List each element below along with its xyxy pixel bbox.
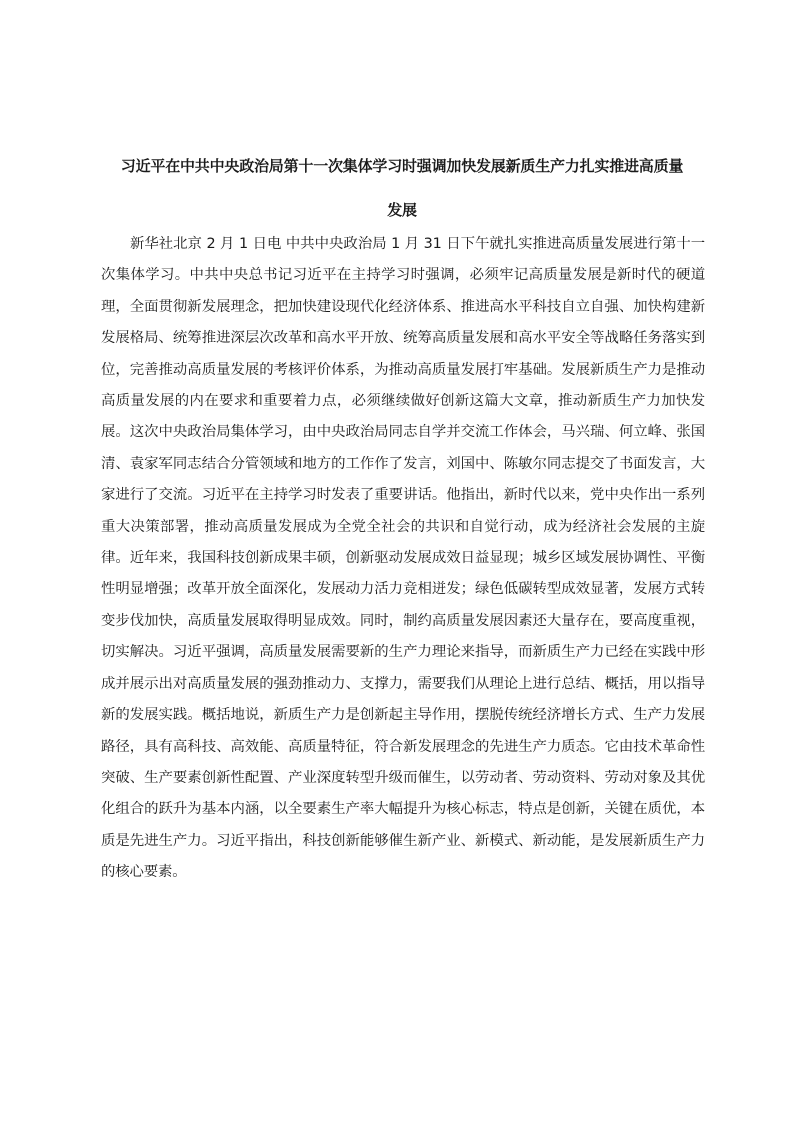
article-body-paragraph: 新华社北京 2 月 1 日电 中共中央政治局 1 月 31 日下午就扎实推进高质量发展进行第十一次集体学习。中共中央总书记习近平在主持学习时强调，必须牢记高质量发展是新时代的硬道理，全面贯彻新发展理念，把加快建设现代化经济体系、推进高水平科技自立自强、加快构建新发展格局、统筹推进深层次改革和高水平开放、统筹高质量发展和高水平安全等战略任务落实到位，完善推动高质量发展的考核评价体系，为推动高质量发展打牢基础。发展新质生产力是推动高质量发展的内在要求和重要着力点，必须继续做好创新这篇大文章，推动新质生产力加快发展。这次中央政治局集体学习，由中央政治局同志自学并交流工作体会，马兴瑞、何立峰、张国清、袁家军同志结合分管领域和地方的工作作了发言，刘国中、陈敏尔同志提交了书面发言，大家进行了交流。习近平在主持学习时发表了重要讲话。他指出，新时代以来，党中央作出一系列重大决策部署，推动高质量发展成为全党全社会的共识和自觉行动，成为经济社会发展的主旋律。近年来，我国科技创新成果丰硕，创新驱动发展成效日益显现；城乡区域发展协调性、平衡性明显增强；改革开放全面深化，发展动力活力竞相迸发；绿色低碳转型成效显著，发展方式转变步伐加快，高质量发展取得明显成效。同时，制约高质量发展因素还大量存在，要高度重视，切实解决。习近平强调，高质量发展需要新的生产力理论来指导，而新质生产力已经在实践中形成并展示出对高质量发展的强劲推动力、支撑力，需要我们从理论上进行总结、概括，用以指导新的发展实践。概括地说，新质生产力是创新起主导作用，摆脱传统经济增长方式、生产力发展路径，具有高科技、高效能、高质量特征，符合新发展理念的先进生产力质态。它由技术革命性突破、生产要素创新性配置、产业深度转型升级而催生，以劳动者、劳动资料、劳动对象及其优化组合的跃升为基本内涵，以全要素生产率大幅提升为核心标志，特点是创新，关键在质优，本质是先进生产力。习近平指出，科技创新能够催生新产业、新模式、新动能，是发展新质生产力的核心要素。 bbox=[101, 236, 705, 881]
article-title: 习近平在中共中央政治局第十一次集体学习时强调加快发展新质生产力扎实推进高质量发展 bbox=[120, 157, 684, 219]
